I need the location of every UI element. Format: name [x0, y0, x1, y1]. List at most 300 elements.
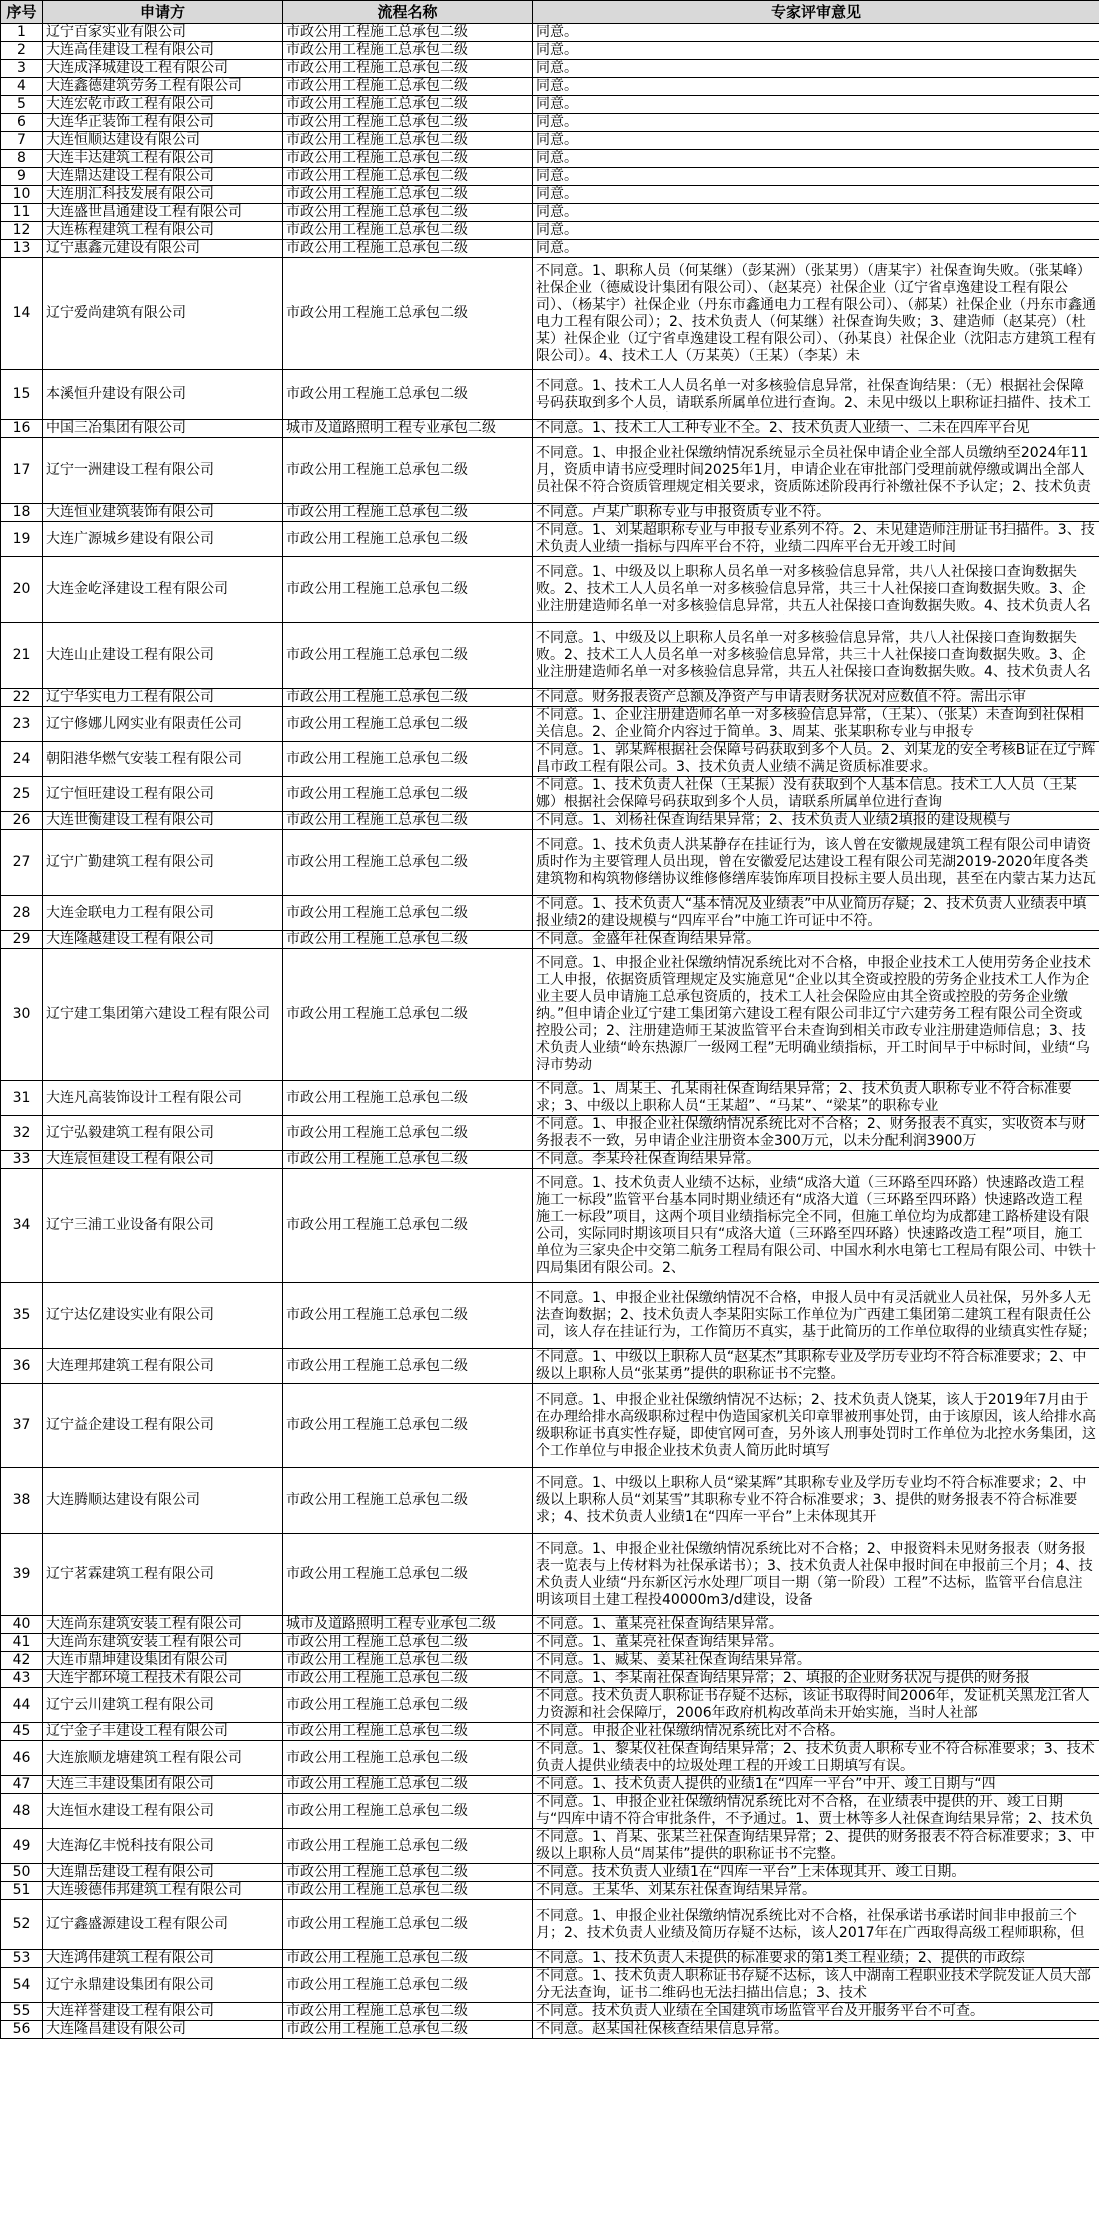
cell-opinion: [533, 1670, 1099, 1688]
cell-opinion: [533, 830, 1099, 896]
cell-applicant: 辽宁建工集团第六建设工程有限公司: [43, 949, 283, 1081]
table-row: [1, 2003, 1099, 2021]
cell-opinion-text: 不同意。1、申报企业社保缴纳情况系统比对不合格；2、财务报表不真实，实收资本与财务报表不一致，另申请企业注册资本金300万元，以未分配利润3900万: [536, 1116, 1086, 1149]
cell-num: 5: [1, 96, 43, 114]
table-row: [1, 204, 1099, 222]
cell-num: 46: [1, 1741, 43, 1776]
cell-opinion-text: 不同意。1、肖某、张某兰社保查询结果异常；2、提供的财务报表不符合标准要求；3、中级以上职称人员“周某伟”提供的职称证书不完整。: [536, 1829, 1095, 1862]
cell-process: 市政公用工程施工总承包二级: [283, 522, 533, 557]
cell-opinion: [533, 1081, 1099, 1116]
cell-process: 市政公用工程施工总承包二级: [283, 204, 533, 222]
cell-opinion: [533, 1151, 1099, 1169]
cell-opinion-text: 不同意。技术负责人职称证书存疑不达标，该证书取得时间2006年，发证机关黑龙江省人力资源和社会保障厅，2006年政府机构改革尚未开始实施，当时人社部: [536, 1688, 1090, 1721]
cell-applicant: 大连世衡建设工程有限公司: [43, 812, 283, 830]
cell-num: 24: [1, 742, 43, 777]
cell-opinion-text: 同意。: [536, 42, 578, 58]
cell-num: 45: [1, 1723, 43, 1741]
cell-opinion-text: 不同意。1、技术负责人提供的业绩1在“四库一平台”中开、竣工日期与“四: [536, 1776, 996, 1792]
cell-opinion-text: 不同意。财务报表资产总额及净资产与申请表财务状况对应数值不符。需出示审: [536, 689, 1026, 705]
cell-opinion-text: 同意。: [536, 222, 578, 238]
table-row: [1, 1723, 1099, 1741]
cell-applicant: 辽宁永鼎建设集团有限公司: [43, 1968, 283, 2003]
cell-num: 20: [1, 557, 43, 623]
cell-opinion-text: 同意。: [536, 60, 578, 76]
cell-num: 9: [1, 168, 43, 186]
cell-process: 市政公用工程施工总承包二级: [283, 438, 533, 504]
cell-opinion: [533, 1349, 1099, 1384]
cell-opinion-text: 不同意。1、中级及以上职称人员名单一对多核验信息异常，共八人社保接口查询数据失败。2、技术工人人员名单一对多核验信息异常，共三十人社保接口查询数据失败。3、企业注册建造师名单一对多核验信息异常，共五人社保接口查询数据失败。4、技术负责人名: [536, 564, 1091, 614]
cell-applicant: 大连骏德伟邦建筑工程有限公司: [43, 1882, 283, 1900]
cell-opinion: [533, 1169, 1099, 1283]
cell-num: 49: [1, 1829, 43, 1864]
cell-process: 市政公用工程施工总承包二级: [283, 1283, 533, 1349]
cell-applicant: 辽宁恒旺建设工程有限公司: [43, 777, 283, 812]
table-row: [1, 2021, 1099, 2039]
cell-applicant: 大连凡高装饰设计工程有限公司: [43, 1081, 283, 1116]
cell-process: 市政公用工程施工总承包二级: [283, 931, 533, 949]
table-row: [1, 1169, 1099, 1283]
cell-process: 市政公用工程施工总承包二级: [283, 186, 533, 204]
table-row: [1, 742, 1099, 777]
cell-applicant: 大连宸恒建设工程有限公司: [43, 1151, 283, 1169]
cell-opinion: [533, 42, 1099, 60]
cell-num: 50: [1, 1864, 43, 1882]
cell-opinion-text: 同意。: [536, 168, 578, 184]
cell-applicant: 大连尚东建筑安装工程有限公司: [43, 1616, 283, 1634]
cell-opinion-text: 同意。: [536, 132, 578, 148]
cell-process: 市政公用工程施工总承包二级: [283, 1688, 533, 1723]
table-row: [1, 1968, 1099, 2003]
table-row: [1, 1634, 1099, 1652]
cell-applicant: 大连市鼎坤建设集团有限公司: [43, 1652, 283, 1670]
cell-process: 市政公用工程施工总承包二级: [283, 2021, 533, 2039]
cell-applicant: 大连隆越建设工程有限公司: [43, 931, 283, 949]
table-row: [1, 132, 1099, 150]
cell-num: 55: [1, 2003, 43, 2021]
cell-process: 市政公用工程施工总承包二级: [283, 1829, 533, 1864]
cell-applicant: 辽宁茗霖建筑工程有限公司: [43, 1534, 283, 1616]
cell-applicant: 大连隆昌建设有限公司: [43, 2021, 283, 2039]
table-row: [1, 1688, 1099, 1723]
cell-opinion: [533, 557, 1099, 623]
cell-applicant: 中国三冶集团有限公司: [43, 420, 283, 438]
cell-opinion: [533, 1776, 1099, 1794]
cell-opinion-text: 不同意。1、申报企业社保缴纳情况系统显示全员社保申请企业全部人员缴纳至2024年11月，资质申请书应受理时间2025年1月，申请企业在审批部门受理前就停缴或调出全部人员社保不符合资质管理规定相关要求，资质陈述阶段再行补缴社保不予认定；2、技术负责: [536, 445, 1091, 495]
cell-opinion: [533, 60, 1099, 78]
table-row: [1, 623, 1099, 689]
cell-process: 市政公用工程施工总承包二级: [283, 1384, 533, 1468]
cell-applicant: 辽宁金子丰建设工程有限公司: [43, 1723, 283, 1741]
cell-applicant: 辽宁鑫盛源建设工程有限公司: [43, 1900, 283, 1950]
table-row: [1, 896, 1099, 931]
cell-num: 21: [1, 623, 43, 689]
cell-process: 城市及道路照明工程专业承包二级: [283, 1616, 533, 1634]
cell-opinion-text: 不同意。1、周某王、孔某雨社保查询结果异常；2、技术负责人职称专业不符合标准要求；3、中级以上职称人员“王某超”、“马某”、“梁某”的职称专业: [536, 1081, 1072, 1114]
cell-opinion-text: 不同意。1、中级及以上职称人员名单一对多核验信息异常，共八人社保接口查询数据失败。2、技术工人人员名单一对多核验信息异常，共三十人社保接口查询数据失败。3、企业注册建造师名单一对多核验信息异常，共五人社保接口查询数据失败。4、技术负责人名: [536, 630, 1091, 680]
cell-opinion: [533, 1829, 1099, 1864]
cell-applicant: 大连鼎达建设工程有限公司: [43, 168, 283, 186]
cell-opinion-text: 不同意。1、刘杨社保查询结果异常；2、技术负责人业绩2填报的建设规模与: [536, 812, 1011, 828]
header-process: 流程名称: [283, 1, 533, 24]
cell-opinion: [533, 1384, 1099, 1468]
cell-applicant: 大连祥誉建设工程有限公司: [43, 2003, 283, 2021]
cell-opinion-text: 不同意。1、黎某仪社保查询结果异常；2、技术负责人职称专业不符合标准要求；3、技术负责人提供业绩表中的垃圾处理工程的开竣工日期填写有误。: [536, 1741, 1095, 1774]
cell-num: 14: [1, 258, 43, 370]
cell-num: 33: [1, 1151, 43, 1169]
header-opinion: 专家评审意见: [533, 1, 1099, 24]
table-row: [1, 60, 1099, 78]
cell-opinion-text: 同意。: [536, 78, 578, 94]
cell-opinion: [533, 1468, 1099, 1534]
cell-opinion: [533, 1688, 1099, 1723]
table-row: [1, 504, 1099, 522]
cell-opinion: [533, 78, 1099, 96]
cell-process: 市政公用工程施工总承包二级: [283, 1081, 533, 1116]
cell-process: 市政公用工程施工总承包二级: [283, 1116, 533, 1151]
cell-opinion-text: 同意。: [536, 150, 578, 166]
table-row: [1, 949, 1099, 1081]
cell-applicant: 辽宁益企建设工程有限公司: [43, 1384, 283, 1468]
cell-applicant: 辽宁百家实业有限公司: [43, 24, 283, 42]
cell-applicant: 大连栋程建筑工程有限公司: [43, 222, 283, 240]
cell-applicant: 辽宁修娜儿网实业有限责任公司: [43, 707, 283, 742]
table-row: [1, 24, 1099, 42]
cell-applicant: 辽宁爱尚建筑有限公司: [43, 258, 283, 370]
cell-applicant: 大连海亿丰悦科技有限公司: [43, 1829, 283, 1864]
table-row: [1, 258, 1099, 370]
cell-opinion-text: 不同意。技术负责人业绩在全国建筑市场监管平台及开服务平台不可查。: [536, 2003, 984, 2019]
cell-opinion: [533, 1616, 1099, 1634]
cell-num: 16: [1, 420, 43, 438]
cell-process: 市政公用工程施工总承包二级: [283, 896, 533, 931]
cell-opinion: [533, 896, 1099, 931]
cell-process: 市政公用工程施工总承包二级: [283, 1968, 533, 2003]
cell-opinion-text: 不同意。卢某广职称专业与申报资质专业不符。: [536, 504, 830, 520]
table-row: [1, 707, 1099, 742]
cell-opinion-text: 同意。: [536, 186, 578, 202]
table-row: [1, 1116, 1099, 1151]
cell-opinion: [533, 150, 1099, 168]
cell-num: 19: [1, 522, 43, 557]
cell-opinion-text: 不同意。1、李某南社保查询结果异常；2、填报的企业财务状况与提供的财务报: [536, 1670, 1030, 1686]
cell-opinion: [533, 1900, 1099, 1950]
cell-opinion-text: 不同意。1、申报企业社保缴纳情况系统比对不合格，在业绩表中提供的开、竣工日期与“四库中请不符合审批条件，不予通过。1、贾士林等多人社保查询结果异常；2、技术负: [536, 1794, 1094, 1827]
cell-applicant: 大连宏乾市政工程有限公司: [43, 96, 283, 114]
cell-applicant: 大连恒业建筑装饰有限公司: [43, 504, 283, 522]
cell-opinion-text: 同意。: [536, 240, 578, 256]
cell-opinion-text: 同意。: [536, 96, 578, 112]
cell-opinion-text: 不同意。1、郭某辉根据社会保障号码获取到多个人员。2、刘某龙的安全考核B证在辽宁辉昌市政工程有限公司。3、技术负责人业绩不满足资质标准要求。: [536, 742, 1096, 775]
cell-num: 30: [1, 949, 43, 1081]
cell-process: 市政公用工程施工总承包二级: [283, 1723, 533, 1741]
table-row: [1, 1151, 1099, 1169]
cell-opinion: [533, 114, 1099, 132]
cell-applicant: 辽宁一洲建设工程有限公司: [43, 438, 283, 504]
table-row: [1, 1900, 1099, 1950]
table-row: [1, 1864, 1099, 1882]
cell-opinion: [533, 186, 1099, 204]
cell-num: 40: [1, 1616, 43, 1634]
table-row: [1, 370, 1099, 420]
table-row: [1, 222, 1099, 240]
table-row: [1, 186, 1099, 204]
cell-num: 1: [1, 24, 43, 42]
cell-applicant: 大连鑫德建筑劳务工程有限公司: [43, 78, 283, 96]
table-row: [1, 1950, 1099, 1968]
cell-opinion: [533, 504, 1099, 522]
cell-opinion: [533, 1741, 1099, 1776]
cell-applicant: 大连高佳建设工程有限公司: [43, 42, 283, 60]
cell-num: 22: [1, 689, 43, 707]
cell-num: 17: [1, 438, 43, 504]
cell-opinion-text: 不同意。1、中级以上职称人员“赵某杰”其职称专业及学历专业均不符合标准要求；2、中级以上职称人员“张某勇”提供的职称证书不完整。: [536, 1349, 1087, 1382]
cell-opinion-text: 不同意。1、申报企业社保缴纳情况系统比对不合格，申报企业技术工人使用劳务企业技术工人申报，依据资质管理规定及实施意见“企业以其全资或控股的劳务企业技术工人作为企业主要人员申请施工总承包资质的，技术工人社会保险应由其全资或控股的劳务企业缴纳。”但申请企业辽宁建工集团第六建设工程有限公司非辽宁六建劳务工程有限公司全资或控股公司；2、注册建造师王某波监管平台未查询到相关市政专业注册建造师信息；3、技术负责人业绩“岭东热源厂一级网工程”无明确业绩指标，开工时间早于中标时间，业绩“乌浔市势动: [536, 955, 1091, 1073]
cell-process: 市政公用工程施工总承包二级: [283, 96, 533, 114]
table-row: [1, 1741, 1099, 1776]
cell-num: 43: [1, 1670, 43, 1688]
cell-opinion: [533, 1950, 1099, 1968]
table-row: [1, 1794, 1099, 1829]
cell-process: 市政公用工程施工总承包二级: [283, 60, 533, 78]
cell-process: 市政公用工程施工总承包二级: [283, 132, 533, 150]
cell-opinion-text: 同意。: [536, 204, 578, 220]
cell-opinion: [533, 168, 1099, 186]
table-row: [1, 777, 1099, 812]
cell-opinion: [533, 24, 1099, 42]
cell-opinion: [533, 222, 1099, 240]
cell-opinion-text: 不同意。1、技术负责人洪某静存在挂证行为，该人曾在安徽规晟建筑工程有限公司申请资质时作为主要管理人员出现，曾在安徽爱尼达建设工程有限公司芜湖2019-2020年度各类建筑物和构筑物修缮协议维修修缮库装饰库项目投标主要人员出现，甚至在内蒙古某力达瓦: [536, 837, 1096, 887]
cell-process: 市政公用工程施工总承包二级: [283, 1534, 533, 1616]
table-row: [1, 689, 1099, 707]
cell-opinion: [533, 1534, 1099, 1616]
cell-applicant: 大连广源城乡建设有限公司: [43, 522, 283, 557]
cell-process: 市政公用工程施工总承包二级: [283, 240, 533, 258]
cell-opinion-text: 不同意。1、申报企业社保缴纳情况不合格，申报人员中有灵活就业人员社保，另外多人无法查询数据；2、技术负责人李某阳实际工作单位为广西建工集团第二建筑工程有限责任公司，该人存在挂证行为，工作简历不真实，基于此简历的工作单位取得的业绩真实性存疑；: [536, 1290, 1096, 1340]
cell-opinion-text: 不同意。1、职称人员（何某继）（彭某洲）（张某男）（唐某宇）社保查询失败。（张某峰）社保企业（德威设计集团有限公司）、（赵某亮）社保企业（辽宁省卓逸建设工程有限公司）、（杨某宇）社保企业（丹东市鑫通电力工程有限公司）、（郝某）社保企业（丹东市鑫通电力工程有限公司）；2、技术负责人（何某继）社保查询失败；3、建造师（赵某亮）（杜某）社保企业（辽宁省卓逸建设工程有限公司）、（孙某良）社保企业（沈阳志方建筑工程有限公司）。4、技术工人（万某英）（王某）（李某）未: [536, 262, 1096, 364]
table-row: [1, 1534, 1099, 1616]
cell-opinion: [533, 2021, 1099, 2039]
header-num: 序号: [1, 1, 43, 24]
cell-opinion-text: 不同意。王某华、刘某东社保查询结果异常。: [536, 1882, 816, 1898]
cell-applicant: 辽宁华实电力工程有限公司: [43, 689, 283, 707]
cell-opinion: [533, 742, 1099, 777]
cell-process: 市政公用工程施工总承包二级: [283, 1741, 533, 1776]
cell-opinion: [533, 96, 1099, 114]
cell-process: 市政公用工程施工总承包二级: [283, 777, 533, 812]
cell-process: 市政公用工程施工总承包二级: [283, 504, 533, 522]
cell-process: 市政公用工程施工总承包二级: [283, 222, 533, 240]
table-row: [1, 96, 1099, 114]
cell-opinion-text: 同意。: [536, 24, 578, 40]
cell-opinion-text: 不同意。1、技术负责人业绩不达标，业绩“成洛大道（三环路至四环路）快速路改造工程施工一标段”监管平台基本同时期业绩还有“成洛大道（三环路至四环路）快速路改造工程施工一标段”项目，这两个项目业绩指标完全不同，但施工单位均为成都建工路桥建设有限公司，实际同时期该项目只有“成洛大道（三环路至四环路）快速路改造工程”项目，施工单位为三家央企中交第二航务工程局有限公司、中国水利水电第七工程局有限公司、中铁十四局集团有限公司。2、: [536, 1174, 1096, 1276]
cell-num: 6: [1, 114, 43, 132]
cell-process: 市政公用工程施工总承包二级: [283, 1169, 533, 1283]
cell-num: 48: [1, 1794, 43, 1829]
cell-applicant: 大连成泽城建设工程有限公司: [43, 60, 283, 78]
cell-opinion: [533, 949, 1099, 1081]
cell-opinion: [533, 1116, 1099, 1151]
cell-num: 42: [1, 1652, 43, 1670]
cell-num: 56: [1, 2021, 43, 2039]
cell-opinion-text: 不同意。金盛年社保查询结果异常。: [536, 931, 760, 947]
cell-num: 51: [1, 1882, 43, 1900]
cell-num: 11: [1, 204, 43, 222]
cell-opinion-text: 同意。: [536, 114, 578, 130]
cell-applicant: 大连朋汇科技发展有限公司: [43, 186, 283, 204]
cell-opinion: [533, 1968, 1099, 2003]
table-row: [1, 1081, 1099, 1116]
cell-opinion-text: 不同意。赵某国社保核查结果信息异常。: [536, 2021, 788, 2037]
cell-opinion: [533, 931, 1099, 949]
table-row: [1, 1670, 1099, 1688]
cell-opinion: [533, 707, 1099, 742]
cell-process: 市政公用工程施工总承包二级: [283, 370, 533, 420]
table-row: [1, 168, 1099, 186]
cell-opinion-text: 不同意。1、申报企业社保缴纳情况系统比对不合格；2、申报资料未见财务报表（财务报表一览表与上传材料为社保承诺书）；3、技术负责人社保申报时间在申报前三个月；4、技术负责人业绩“丹东新区污水处理厂项目一期（第一阶段）工程”不达标，监管平台信息注明该项目土建工程投40000m3/d建设，设备: [536, 1540, 1093, 1608]
cell-applicant: 大连旅顺龙塘建筑工程有限公司: [43, 1741, 283, 1776]
cell-process: 市政公用工程施工总承包二级: [283, 1468, 533, 1534]
cell-applicant: 大连丰达建筑工程有限公司: [43, 150, 283, 168]
cell-process: 市政公用工程施工总承包二级: [283, 2003, 533, 2021]
cell-opinion-text: 不同意。1、技术工人人员名单一对多核验信息异常，社保查询结果：（无）根据社会保障号码获取到多个人员，请联系所属单位进行查询。2、未见中级以上职称证扫描件、技术工: [536, 377, 1091, 411]
table-row: [1, 1384, 1099, 1468]
cell-num: 37: [1, 1384, 43, 1468]
cell-num: 44: [1, 1688, 43, 1723]
cell-opinion-text: 不同意。申报企业社保缴纳情况系统比对不合格。: [536, 1723, 844, 1739]
cell-applicant: 大连华正装饰工程有限公司: [43, 114, 283, 132]
cell-num: 23: [1, 707, 43, 742]
cell-num: 47: [1, 1776, 43, 1794]
cell-process: 市政公用工程施工总承包二级: [283, 1670, 533, 1688]
cell-num: 10: [1, 186, 43, 204]
cell-process: 市政公用工程施工总承包二级: [283, 1794, 533, 1829]
cell-applicant: 辽宁弘毅建筑工程有限公司: [43, 1116, 283, 1151]
cell-num: 41: [1, 1634, 43, 1652]
table-row: [1, 812, 1099, 830]
cell-process: 市政公用工程施工总承包二级: [283, 742, 533, 777]
cell-num: 13: [1, 240, 43, 258]
cell-opinion-text: 不同意。1、技术负责人社保（王某振）没有获取到个人基本信息。技术工人人员（王某娜）根据社会保障号码获取到多个人员，请联系所属单位进行查询: [536, 777, 1077, 810]
table-row: [1, 931, 1099, 949]
cell-opinion: [533, 438, 1099, 504]
table-row: [1, 438, 1099, 504]
table-row: [1, 522, 1099, 557]
cell-num: 3: [1, 60, 43, 78]
table-row: [1, 420, 1099, 438]
cell-num: 4: [1, 78, 43, 96]
cell-applicant: 辽宁广勤建筑工程有限公司: [43, 830, 283, 896]
cell-opinion-text: 不同意。1、企业注册建造师名单一对多核验信息异常，（王某）、（张某）未查询到社保相关信息。2、企业简介内容过于简单。3、周某、张某职称专业与申报专: [536, 707, 1084, 740]
cell-opinion: [533, 2003, 1099, 2021]
cell-applicant: 辽宁三浦工业设备有限公司: [43, 1169, 283, 1283]
cell-applicant: 大连宇都环境工程技术有限公司: [43, 1670, 283, 1688]
cell-opinion: [533, 1283, 1099, 1349]
cell-opinion: [533, 1652, 1099, 1670]
cell-process: 市政公用工程施工总承包二级: [283, 1634, 533, 1652]
cell-opinion: [533, 1864, 1099, 1882]
cell-num: 32: [1, 1116, 43, 1151]
cell-process: 市政公用工程施工总承包二级: [283, 557, 533, 623]
table-row: [1, 557, 1099, 623]
cell-num: 15: [1, 370, 43, 420]
table-row: [1, 830, 1099, 896]
cell-process: 市政公用工程施工总承包二级: [283, 1900, 533, 1950]
cell-opinion-text: 不同意。1、臧某、姜某社保查询结果异常。: [536, 1652, 811, 1668]
cell-num: 12: [1, 222, 43, 240]
cell-process: 市政公用工程施工总承包二级: [283, 1652, 533, 1670]
cell-process: 市政公用工程施工总承包二级: [283, 830, 533, 896]
cell-opinion: [533, 522, 1099, 557]
cell-opinion: [533, 623, 1099, 689]
cell-opinion-text: 不同意。1、董某亮社保查询结果异常。: [536, 1616, 783, 1632]
table-row: [1, 1652, 1099, 1670]
table-row: [1, 42, 1099, 60]
cell-opinion: [533, 812, 1099, 830]
cell-num: 35: [1, 1283, 43, 1349]
cell-process: 市政公用工程施工总承包二级: [283, 1864, 533, 1882]
cell-applicant: 大连山止建设工程有限公司: [43, 623, 283, 689]
cell-process: 市政公用工程施工总承包二级: [283, 1349, 533, 1384]
table-row: [1, 1349, 1099, 1384]
cell-applicant: 大连鸿伟建筑工程有限公司: [43, 1950, 283, 1968]
cell-num: 52: [1, 1900, 43, 1950]
cell-opinion-text: 不同意。1、技术负责人“基本情况及业绩表”中从业简历存疑；2、技术负责人业绩表中填报业绩2的建设规模与“四库平台”中施工许可证中不符。: [536, 896, 1087, 929]
table-row: [1, 1616, 1099, 1634]
cell-applicant: 大连腾顺达建设有限公司: [43, 1468, 283, 1534]
cell-num: 39: [1, 1534, 43, 1616]
cell-opinion-text: 不同意。技术负责人业绩1在“四库一平台”上未体现其开、竣工日期。: [536, 1864, 966, 1880]
cell-opinion-text: 不同意。李某玲社保查询结果异常。: [536, 1151, 760, 1167]
cell-applicant: 辽宁达亿建设实业有限公司: [43, 1283, 283, 1349]
cell-opinion-text: 不同意。1、董某亮社保查询结果异常。: [536, 1634, 783, 1650]
cell-process: 市政公用工程施工总承包二级: [283, 949, 533, 1081]
cell-applicant: 大连恒顺达建设有限公司: [43, 132, 283, 150]
cell-num: 54: [1, 1968, 43, 2003]
cell-num: 26: [1, 812, 43, 830]
cell-num: 31: [1, 1081, 43, 1116]
cell-opinion-text: 不同意。1、申报企业社保缴纳情况不达标；2、技术负责人饶某，该人于2019年7月由于在办理给排水高级职称过程中伪造国家机关印章罪被刑事处罚，由于该原因，该人给排水高级职称证书真实性存疑，即使官网可查，另外该人刑事处罚时工作单位为北控水务集团，这个工作单位与申报企业技术负责人简历此时填写: [536, 1391, 1096, 1459]
header-row: [1, 1, 1099, 24]
table-row: [1, 1283, 1099, 1349]
cell-num: 2: [1, 42, 43, 60]
cell-applicant: 本溪恒升建设有限公司: [43, 370, 283, 420]
table-row: [1, 114, 1099, 132]
cell-opinion-text: 不同意。1、技术负责人职称证书存疑不达标，该人中湖南工程职业技术学院发证人员大部分无法查询，证书二维码也无法扫描出信息；3、技术: [536, 1968, 1091, 2001]
cell-process: 市政公用工程施工总承包二级: [283, 1151, 533, 1169]
cell-num: 38: [1, 1468, 43, 1534]
cell-process: 市政公用工程施工总承包二级: [283, 689, 533, 707]
cell-process: 市政公用工程施工总承包二级: [283, 1950, 533, 1968]
cell-opinion: [533, 132, 1099, 150]
cell-opinion-text: 不同意。1、技术工人工种专业不全。2、技术负责人业绩一、二未在四库平台见: [536, 420, 1030, 436]
table-row: [1, 1882, 1099, 1900]
cell-num: 34: [1, 1169, 43, 1283]
cell-opinion-text: 不同意。1、技术负责人未提供的标准要求的第1类工程业绩；2、提供的市政综: [536, 1950, 1025, 1966]
cell-opinion: [533, 777, 1099, 812]
cell-opinion: [533, 370, 1099, 420]
cell-applicant: 大连恒水建设工程有限公司: [43, 1794, 283, 1829]
table-row: [1, 78, 1099, 96]
cell-num: 28: [1, 896, 43, 931]
cell-num: 29: [1, 931, 43, 949]
cell-applicant: 大连金屹泽建设工程有限公司: [43, 557, 283, 623]
cell-process: 城市及道路照明工程专业承包二级: [283, 420, 533, 438]
cell-num: 27: [1, 830, 43, 896]
table-row: [1, 1468, 1099, 1534]
cell-process: 市政公用工程施工总承包二级: [283, 258, 533, 370]
cell-opinion: [533, 1634, 1099, 1652]
cell-process: 市政公用工程施工总承包二级: [283, 24, 533, 42]
